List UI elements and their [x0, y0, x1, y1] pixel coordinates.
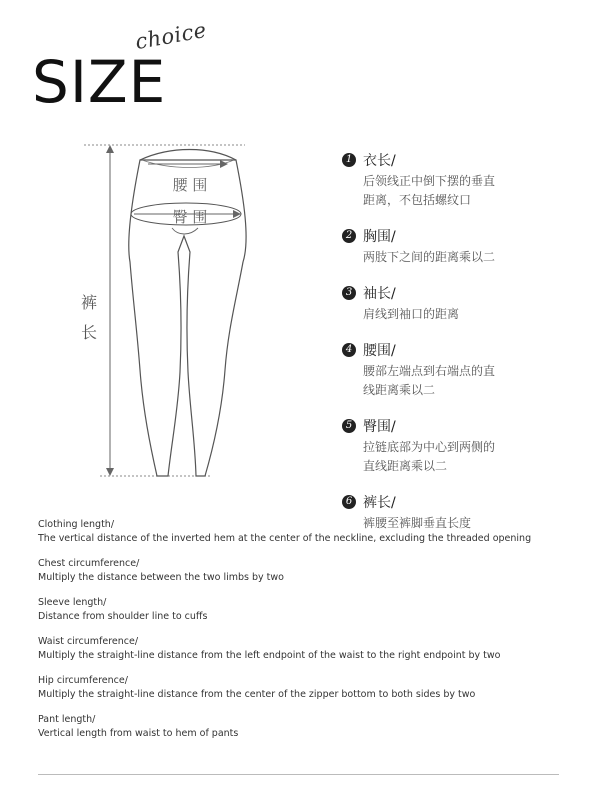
- en-item-clothing-length: [38, 518, 578, 546]
- desc-line: 肩线到袖口的距离: [363, 307, 460, 321]
- measure-desc: [363, 172, 592, 210]
- pant-length-arrow-bottom: [106, 468, 114, 476]
- en-title: Hip circumference/: [38, 675, 128, 686]
- measure-title: 衣长/: [363, 153, 396, 169]
- number-badge: 5: [342, 419, 356, 433]
- waist-label: 腰 围: [172, 176, 208, 194]
- pant-length-side-label: [80, 288, 98, 348]
- en-item-hip: [38, 674, 578, 702]
- measure-title: 臀围/: [363, 419, 396, 435]
- en-desc: Vertical length from waist to hem of pants: [38, 728, 239, 739]
- en-title: Chest circumference/: [38, 558, 140, 569]
- hip-label: 臀 围: [172, 208, 208, 226]
- number-badge: 4: [342, 343, 356, 357]
- en-item-chest: [38, 557, 578, 585]
- measure-item-clothing-length: [342, 150, 592, 210]
- en-title: Clothing length/: [38, 519, 115, 530]
- number-badge: 2: [342, 229, 356, 243]
- measure-item-sleeve: [342, 283, 592, 324]
- side-label-char: 长: [80, 323, 97, 342]
- desc-line: 裤腰至裤脚垂直长度: [363, 516, 472, 530]
- desc-line: 两肢下之间的距离乘以二: [363, 250, 496, 264]
- desc-line: 距离，不包括螺纹口: [363, 193, 472, 207]
- measure-desc: [363, 305, 592, 324]
- en-desc: The vertical distance of the inverted hem at the center of the neckline, excluding the threaded opening: [38, 533, 532, 544]
- desc-line: 后领线正中倒下摆的垂直: [363, 174, 496, 188]
- en-title: Sleeve length/: [38, 597, 107, 608]
- measure-item-chest: [342, 226, 592, 267]
- en-item-pant-length: [38, 713, 578, 741]
- measure-desc: [363, 362, 592, 400]
- measure-item-hip: [342, 416, 592, 476]
- desc-line: 线距离乘以二: [363, 383, 436, 397]
- desc-line: 腰部左端点到右端点的直: [363, 364, 496, 378]
- measurement-list-cn: [342, 150, 592, 549]
- desc-line: 直线距离乘以二: [363, 459, 448, 473]
- choice-script: choice: [133, 17, 209, 55]
- en-title: Waist circumference/: [38, 636, 139, 647]
- leggings-diagram: [0, 130, 330, 490]
- measurement-list-en: [38, 518, 578, 752]
- en-item-waist: [38, 635, 578, 663]
- measure-title: 胸围/: [363, 229, 396, 245]
- number-badge: 3: [342, 286, 356, 300]
- en-desc: Multiply the distance between the two limbs by two: [38, 572, 284, 583]
- en-desc: Multiply the straight-line distance from the left endpoint of the waist to the right endpoint by two: [38, 650, 501, 661]
- measure-desc: [363, 438, 592, 476]
- page-title: SIZE: [32, 48, 167, 116]
- number-badge: 1: [342, 153, 356, 167]
- en-desc: Distance from shoulder line to cuffs: [38, 611, 208, 622]
- pant-length-arrow-top: [106, 145, 114, 153]
- en-item-sleeve: [38, 596, 578, 624]
- number-badge: 6: [342, 495, 356, 509]
- measure-item-waist: [342, 340, 592, 400]
- desc-line: 拉链底部为中心到两侧的: [363, 440, 496, 454]
- bottom-divider: [38, 774, 559, 775]
- measure-title: 袖长/: [363, 286, 396, 302]
- measure-title: 腰围/: [363, 343, 396, 359]
- waist-arrow-head: [220, 160, 228, 168]
- en-desc: Multiply the straight-line distance from the center of the zipper bottom to both sides by two: [38, 689, 476, 700]
- waistband-top: [140, 150, 236, 161]
- crotch-seam: [172, 228, 198, 234]
- side-label-char: 裤: [80, 293, 97, 312]
- measure-title: 裤长/: [363, 495, 396, 511]
- measure-desc: [363, 248, 592, 267]
- en-title: Pant length/: [38, 714, 96, 725]
